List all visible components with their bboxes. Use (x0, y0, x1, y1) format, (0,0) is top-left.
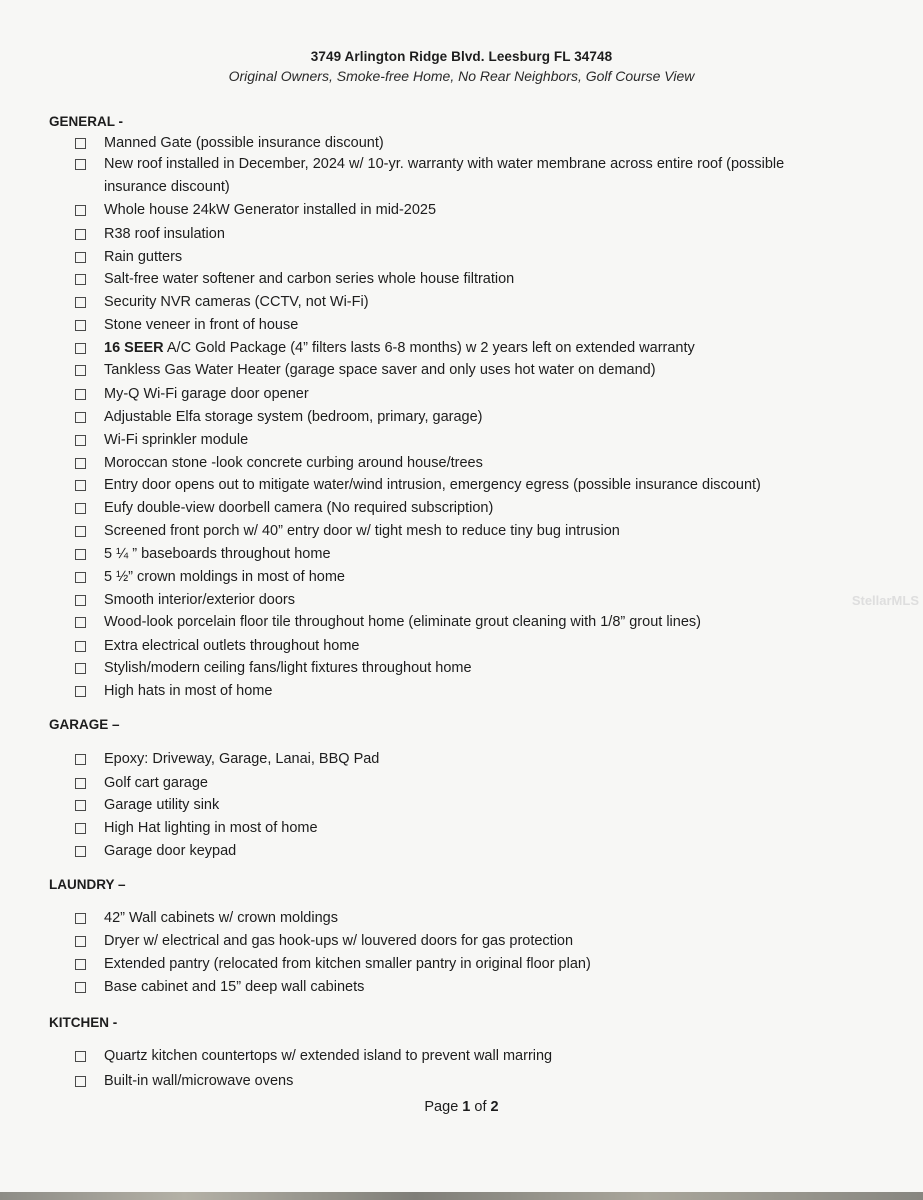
checkbox-icon[interactable] (75, 252, 86, 263)
checkbox-icon[interactable] (75, 1076, 86, 1087)
checkbox-icon[interactable] (75, 138, 86, 149)
checklist-item: Garage utility sink (75, 794, 833, 817)
checklist-item: 5 ½” crown moldings in most of home (75, 566, 833, 589)
page-number: Page 1 of 2 (424, 1099, 499, 1115)
checkbox-icon[interactable] (75, 800, 86, 811)
checkbox-icon[interactable] (75, 595, 86, 606)
checkbox-icon[interactable] (75, 913, 86, 924)
section-heading-laundry: LAUNDRY – (49, 877, 126, 892)
checklist-item: Security NVR cameras (CCTV, not Wi-Fi) (75, 291, 833, 314)
checkbox-icon[interactable] (75, 663, 86, 674)
checkbox-icon[interactable] (75, 846, 86, 857)
checkbox-icon[interactable] (75, 617, 86, 628)
checkbox-icon[interactable] (75, 320, 86, 331)
checklist-item: Base cabinet and 15” deep wall cabinets (75, 976, 833, 999)
checklist-item: Wi-Fi sprinkler module (75, 429, 833, 452)
checklist-item: Salt-free water softener and carbon series whole house filtration (75, 268, 833, 291)
checklist-item: Adjustable Elfa storage system (bedroom, primary, garage) (75, 406, 833, 429)
checklist-item: Rain gutters (75, 246, 833, 269)
checkbox-icon[interactable] (75, 412, 86, 423)
checkbox-icon[interactable] (75, 959, 86, 970)
checklist-item: Wood-look porcelain floor tile throughout home (eliminate grout cleaning with 1/8” grout lines) (75, 611, 833, 634)
seer-rating: 16 SEER (104, 340, 164, 356)
checkbox-icon[interactable] (75, 159, 86, 170)
checkbox-icon[interactable] (75, 754, 86, 765)
checklist-item: 42” Wall cabinets w/ crown moldings (75, 907, 833, 930)
checkbox-icon[interactable] (75, 297, 86, 308)
checklist-item: Eufy double-view doorbell camera (No required subscription) (75, 497, 833, 520)
checklist-item: Whole house 24kW Generator installed in mid-2025 (75, 199, 833, 222)
checklist-item: Garage door keypad (75, 840, 833, 863)
checkbox-icon[interactable] (75, 503, 86, 514)
checkbox-icon[interactable] (75, 458, 86, 469)
checklist-item: Entry door opens out to mitigate water/wind intrusion, emergency egress (possible insurance discount) (75, 474, 833, 497)
checkbox-icon[interactable] (75, 480, 86, 491)
page-subtitle: Original Owners, Smoke-free Home, No Rear Neighbors, Golf Course View (228, 68, 695, 84)
section-heading-general: GENERAL - (49, 114, 124, 129)
checklist-item: Stylish/modern ceiling fans/light fixtures throughout home (75, 657, 833, 680)
checklist-item: Tankless Gas Water Heater (garage space saver and only uses hot water on demand) (75, 359, 833, 382)
checklist-item: Extended pantry (relocated from kitchen smaller pantry in original floor plan) (75, 953, 833, 976)
checklist-item: 5 ¼ ” baseboards throughout home (75, 543, 833, 566)
checklist-item: Manned Gate (possible insurance discount) (75, 132, 833, 155)
checkbox-icon[interactable] (75, 365, 86, 376)
checklist-item: Quartz kitchen countertops w/ extended island to prevent wall marring (75, 1045, 833, 1068)
checklist-item: Stone veneer in front of house (75, 314, 833, 337)
checklist-item: High hats in most of home (75, 680, 833, 703)
checkbox-icon[interactable] (75, 686, 86, 697)
checklist-item: Screened front porch w/ 40” entry door w/ tight mesh to reduce tiny bug intrusion (75, 520, 833, 543)
checkbox-icon[interactable] (75, 1051, 86, 1062)
checklist-item: 16 SEER A/C Gold Package (4” filters lasts 6-8 months) w 2 years left on extended warranty (75, 337, 833, 360)
checkbox-icon[interactable] (75, 389, 86, 400)
checkbox-icon[interactable] (75, 549, 86, 560)
checklist-item: My-Q Wi-Fi garage door opener (75, 383, 833, 406)
checkbox-icon[interactable] (75, 205, 86, 216)
checkbox-icon[interactable] (75, 778, 86, 789)
checklist-item: Extra electrical outlets throughout home (75, 635, 833, 658)
checkbox-icon[interactable] (75, 526, 86, 537)
section-heading-kitchen: KITCHEN - (49, 1015, 118, 1030)
checkbox-icon[interactable] (75, 343, 86, 354)
checklist-item: Epoxy: Driveway, Garage, Lanai, BBQ Pad (75, 748, 833, 771)
page-title: 3749 Arlington Ridge Blvd. Leesburg FL 34748 (310, 49, 613, 64)
checklist-item: R38 roof insulation (75, 223, 833, 246)
checkbox-icon[interactable] (75, 982, 86, 993)
checkbox-icon[interactable] (75, 823, 86, 834)
checkbox-icon[interactable] (75, 572, 86, 583)
checkbox-icon[interactable] (75, 274, 86, 285)
checklist-item: Dryer w/ electrical and gas hook-ups w/ louvered doors for gas protection (75, 930, 833, 953)
checklist-item: Smooth interior/exterior doors (75, 589, 833, 612)
watermark: StellarMLS (851, 593, 919, 608)
checklist-item: Moroccan stone -look concrete curbing around house/trees (75, 452, 833, 475)
scan-edge (0, 1192, 923, 1200)
checkbox-icon[interactable] (75, 641, 86, 652)
checkbox-icon[interactable] (75, 435, 86, 446)
checklist-item: New roof installed in December, 2024 w/ 10-yr. warranty with water membrane across entire roof (possible insurance discount) (75, 153, 833, 199)
checkbox-icon[interactable] (75, 229, 86, 240)
section-heading-garage: GARAGE – (49, 717, 120, 732)
checklist-item: Golf cart garage (75, 772, 833, 795)
checklist-item: Built-in wall/microwave ovens (75, 1070, 833, 1093)
checklist-item: High Hat lighting in most of home (75, 817, 833, 840)
checkbox-icon[interactable] (75, 936, 86, 947)
